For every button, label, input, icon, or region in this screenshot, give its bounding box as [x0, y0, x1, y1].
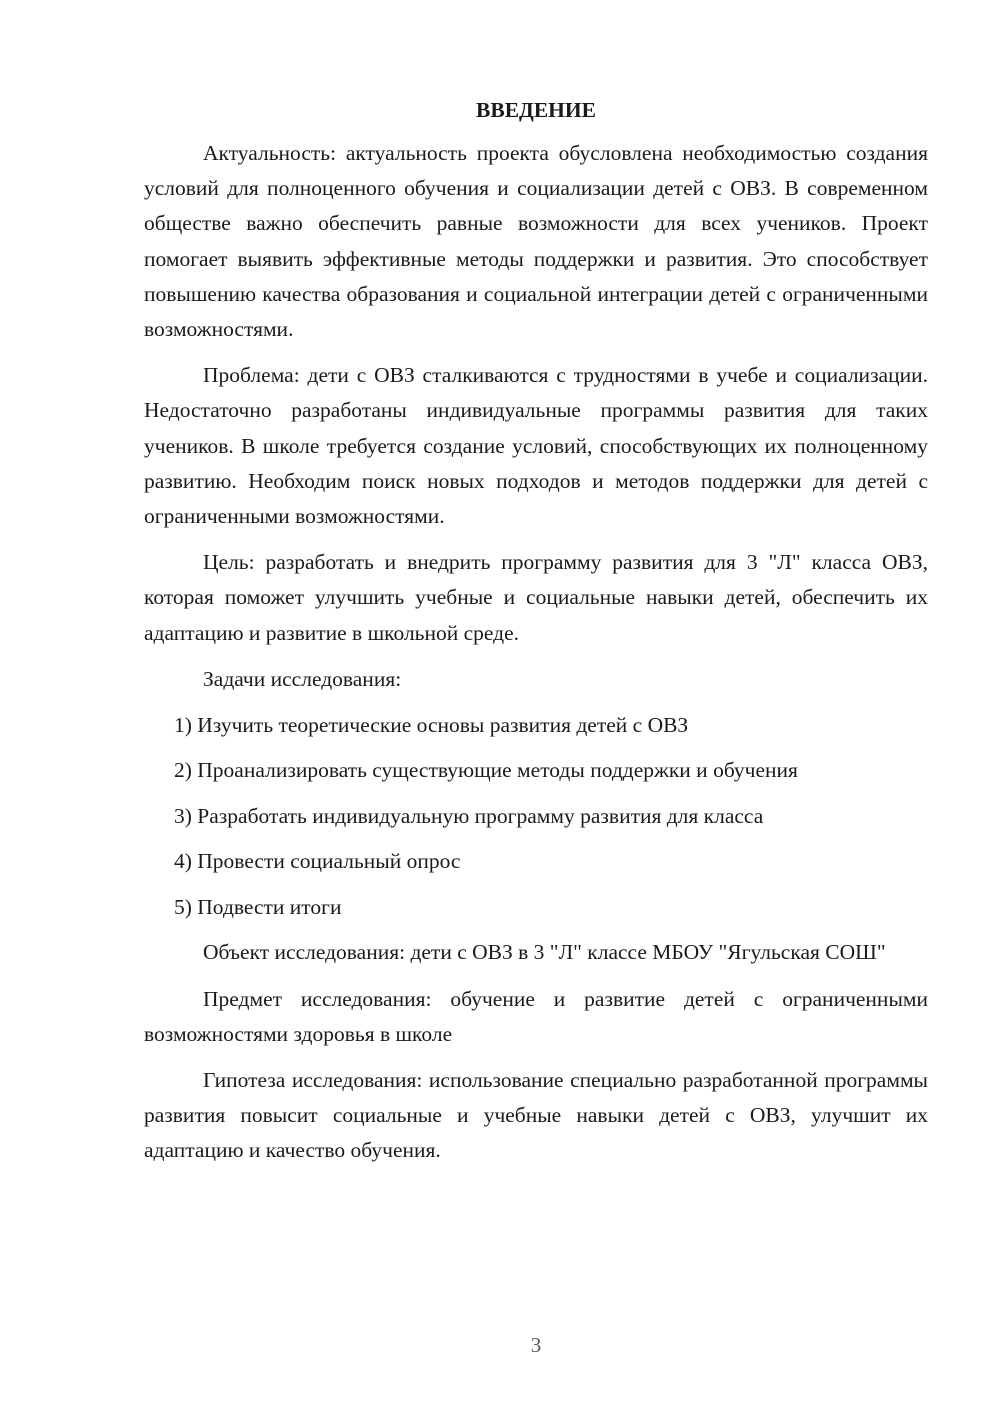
paragraph-goal: Цель: разработать и внедрить программу развития для 3 "Л" класса ОВЗ, которая поможет улучшить учебные и социальные навыки детей, обеспечить их адаптацию и развитие в школьной среде.	[144, 550, 928, 645]
list-item: 1) Изучить теоретические основы развития детей с ОВЗ	[174, 712, 689, 737]
paragraph-problem: Проблема: дети с ОВЗ сталкиваются с трудностями в учебе и социализации. Недостаточно разработаны индивидуальные программы развития для таких учеников. В школе требуется создание условий, способствующих их полноценному развитию. Необходим поиск новых подходов и методов поддержки для детей с ограниченными возможностями.	[144, 363, 928, 529]
page-title: ВВЕДЕНИЕ	[476, 98, 596, 122]
page-content	[144, 94, 928, 1180]
list-item: 4) Провести социальный опрос	[174, 849, 461, 874]
tasks-heading: Задачи исследования:	[203, 666, 402, 691]
tasks-list	[144, 708, 928, 925]
paragraph-hypothesis: Гипотеза исследования: использование специально разработанной программы развития повысит социальные и учебные навыки детей с ОВЗ, улучшит их адаптацию и качество обучения.	[144, 1067, 928, 1163]
list-item: 5) Подвести итоги	[174, 894, 342, 919]
list-item: 2) Проанализировать существующие методы поддержки и обучения	[174, 758, 798, 783]
list-item: 3) Разработать индивидуальную программу развития для класса	[174, 803, 764, 828]
page-number: 3	[530, 1333, 542, 1357]
paragraph-object: Объект исследования: дети с ОВЗ в 3 "Л" классе МБОУ "Ягульская СОШ"	[203, 940, 886, 965]
paragraph-subject: Предмет исследования: обучение и развитие детей с ограниченными возможностями здоровья в школе	[144, 986, 928, 1046]
paragraph-relevance: Актуальность: актуальность проекта обусловлена необходимостью создания условий для полноценного обучения и социализации детей с ОВЗ. В современном обществе важно обеспечить равные возможности для всех учеников. Проект помогает выявить эффективные методы поддержки и развития. Это способствует повышению качества образования и социальной интеграции детей с ограниченными возможностями.	[144, 141, 928, 342]
